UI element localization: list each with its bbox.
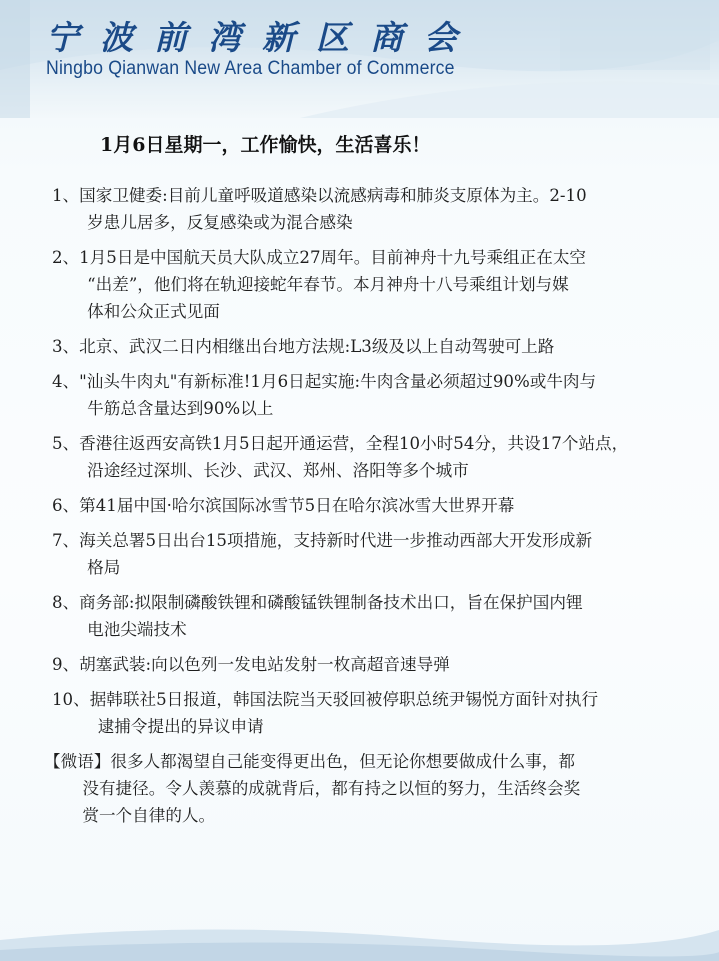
- news-item-number: 7、: [52, 531, 80, 550]
- quote-tag: 【微语】: [44, 752, 111, 771]
- news-item-number: 5、: [52, 434, 80, 453]
- news-item: [52, 492, 672, 519]
- quote-line: 赏一个自律的人。: [82, 806, 216, 825]
- news-item-line: 据韩联社5日报道，韩国法院当天驳回被停职总统尹锡悦方面针对执行: [89, 690, 599, 709]
- news-item-line: "汕头牛肉丸"有新标准!1月6日起实施:牛肉含量必须超过90%或牛肉与: [79, 372, 597, 391]
- news-item-line: 香港往返西安高铁1月5日起开通运营，全程10小时54分，共设17个站点，: [79, 434, 629, 453]
- news-item-line: 北京、武汉二日内相继出台地方法规:L3级及以上自动驾驶可上路: [79, 337, 555, 356]
- news-item-line: 体和公众正式见面: [87, 302, 220, 321]
- news-item-number: 6、: [52, 496, 80, 515]
- brand-name-english: Ningbo Qianwan New Area Chamber of Commerce: [46, 58, 455, 79]
- news-item-line: 海关总署5日出台15项措施，支持新时代进一步推动西部大开发形成新: [79, 531, 593, 550]
- news-item: [52, 527, 672, 581]
- news-item: [52, 368, 672, 422]
- news-item: [52, 182, 672, 236]
- quote-block: [44, 748, 672, 829]
- quote-line: 没有捷径。令人羡慕的成就背后，都有持之以恒的努力，生活终会奖: [82, 779, 581, 798]
- news-item: [52, 244, 672, 325]
- news-item: [52, 333, 672, 360]
- news-item-line: 商务部:拟限制磷酸铁锂和磷酸锰铁锂制备技术出口，旨在保护国内锂: [79, 593, 583, 612]
- greeting-headline: 1月6日星期一，工作愉快，生活喜乐！: [100, 134, 431, 156]
- news-item-line: 逮捕令提出的异议申请: [97, 717, 264, 736]
- news-item-text: [79, 651, 672, 678]
- news-item-line: 国家卫健委:目前儿童呼吸道感染以流感病毒和肺炎支原体为主。2-10: [79, 186, 587, 205]
- brand-name-chinese: 宁波前湾新区商会: [46, 18, 478, 57]
- news-item-number: 9、: [52, 655, 80, 674]
- news-list: [44, 182, 672, 837]
- news-item-line: 1月5日是中国航天员大队成立27周年。目前神舟十九号乘组正在太空: [79, 248, 587, 267]
- news-item: [52, 589, 672, 643]
- news-item-line: 沿途经过深圳、长沙、武汉、郑州、洛阳等多个城市: [87, 461, 469, 480]
- news-item-text: [79, 589, 672, 643]
- news-item-line: 格局: [87, 558, 121, 577]
- news-item: [52, 651, 672, 678]
- news-item-number: 10、: [52, 690, 90, 709]
- news-item-text: [79, 182, 672, 236]
- quote-text: [82, 748, 672, 829]
- news-item-line: “出差”，他们将在轨迎接蛇年春节。本月神舟十八号乘组计划与媒: [87, 275, 569, 294]
- news-item-number: 2、: [52, 248, 80, 267]
- news-item-number: 4、: [52, 372, 80, 391]
- news-item-text: [79, 527, 672, 581]
- news-item-line: 第41届中国·哈尔滨国际冰雪节5日在哈尔滨冰雪大世界开幕: [79, 496, 515, 515]
- news-item-text: [79, 492, 672, 519]
- news-item-number: 3、: [52, 337, 80, 356]
- news-item-text: [90, 686, 672, 740]
- news-item-text: [79, 333, 672, 360]
- news-item-text: [79, 430, 672, 484]
- news-item-line: 胡塞武装:向以色列一发电站发射一枚高超音速导弹: [79, 655, 450, 674]
- news-item-text: [79, 368, 672, 422]
- header-banner: [0, 0, 719, 118]
- news-item-line: 岁患儿居多，反复感染或为混合感染: [87, 213, 353, 232]
- news-item-line: 电池尖端技术: [87, 620, 187, 639]
- news-item-number: 8、: [52, 593, 80, 612]
- news-item-text: [79, 244, 672, 325]
- footer-decoration: [0, 900, 719, 961]
- quote-line: 很多人都渴望自己能变得更出色，但无论你想要做成什么事，都: [110, 752, 575, 771]
- news-item: [52, 686, 672, 740]
- news-item-number: 1、: [52, 186, 80, 205]
- news-item: [52, 430, 672, 484]
- news-item-line: 牛筋总含量达到90%以上: [87, 399, 274, 418]
